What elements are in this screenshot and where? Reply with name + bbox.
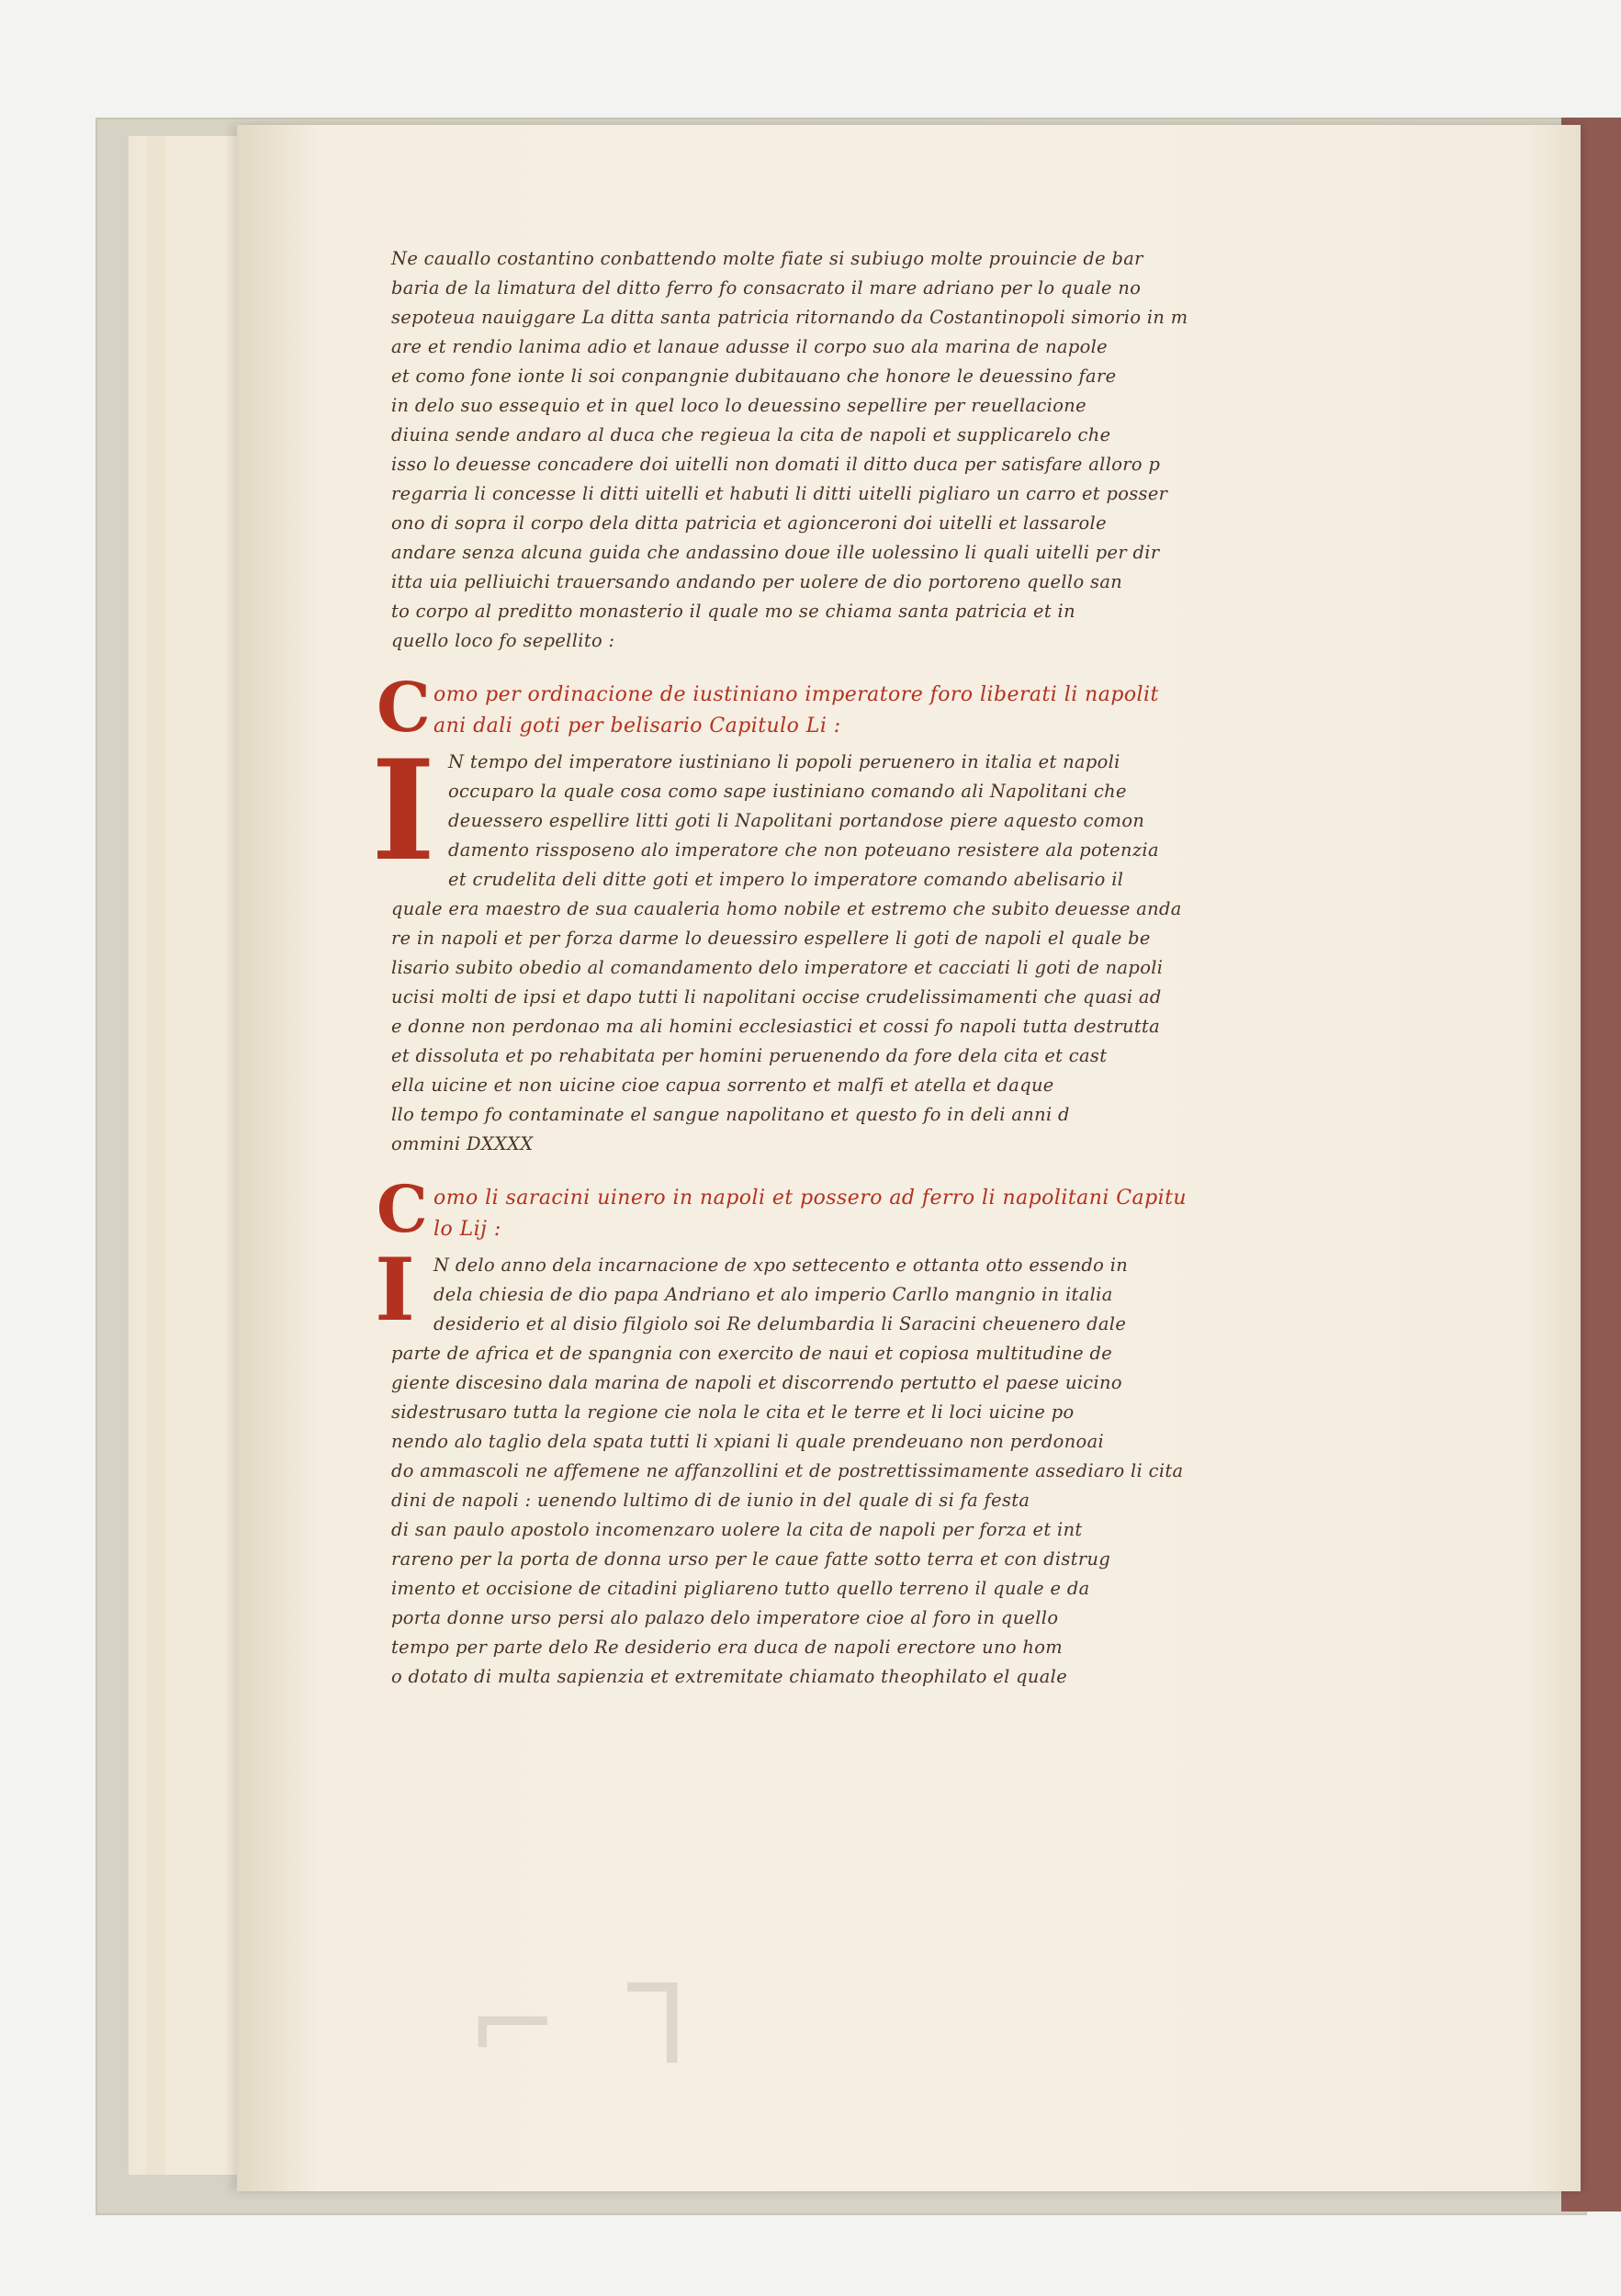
- text-line: lisario subito obedio al comandamento delo imperatore et cacciati li goti de napoli: [391, 957, 1164, 978]
- text-line: ella uicine et non uicine cioe capua sorrento et malfi et atella et daque: [391, 1075, 1054, 1096]
- text-line: quale era maestro de sua caualeria homo nobile et estremo che subito deuesse anda: [391, 898, 1182, 919]
- text-line: rareno per la porta de donna urso per le caue fatte sotto terra et con distrug: [391, 1548, 1111, 1570]
- rubric-line: omo per ordinacione de iustiniano imperatore foro liberati li napolit: [433, 683, 1159, 706]
- rubric-line: lo Lij :: [433, 1218, 501, 1241]
- manuscript-page: [237, 125, 1581, 2191]
- text-line: Ne cauallo costantino conbattendo molte fiate si subiugo molte prouincie de bar: [391, 248, 1143, 269]
- text-line: in delo suo essequio et in quel loco lo deuessino sepellire per reuellacione: [391, 395, 1086, 416]
- text-line: N tempo del imperatore iustiniano li popoli peruenero in italia et napoli: [448, 751, 1120, 772]
- text-line: do ammascoli ne affemene ne affanzollini et de postrettissimamente assediaro li cita: [391, 1460, 1184, 1481]
- text-line: isso lo deuesse concadere doi uitelli non domati il ditto duca per satisfare alloro p: [391, 454, 1161, 475]
- text-line: et como fone ionte li soi conpangnie dubitauano che honore le deuessino fare: [391, 366, 1117, 387]
- text-line: di san paulo apostolo incomenzaro uolere la cita de napoli per forza et int: [391, 1519, 1083, 1540]
- text-line: dela chiesia de dio papa Andriano et alo imperio Carllo mangnio in italia: [433, 1284, 1113, 1305]
- rubric-line: ani dali goti per belisario Capitulo Li :: [433, 715, 841, 737]
- text-line: diuina sende andaro al duca che regieua la cita de napoli et supplicarelo che: [391, 424, 1111, 445]
- text-line: andare senza alcuna guida che andassino doue ille uolessino li quali uitelli per dir: [391, 542, 1160, 563]
- text-line: porta donne urso persi alo palazo delo imperatore cioe al foro in quello: [391, 1607, 1059, 1628]
- manuscript-text: [371, 244, 1411, 1692]
- text-line: e donne non perdonao ma ali homini ecclesiastici et cossi fo napoli tutta destrutta: [391, 1016, 1161, 1037]
- text-line: tempo per parte delo Re desiderio era duca de napoli erectore uno hom: [391, 1637, 1063, 1658]
- text-line: desiderio et al disio filgiolo soi Re delumbardia li Saracini cheuenero dale: [433, 1313, 1127, 1334]
- text-line: giente discesino dala marina de napoli et discorrendo pertutto el paese uicino: [391, 1372, 1122, 1393]
- section-3: [375, 1240, 1411, 1692]
- text-line: to corpo al preditto monasterio il quale mo se chiama santa patricia et in: [391, 601, 1075, 622]
- rubric-initial: C: [377, 1171, 428, 1247]
- text-line: quello loco fo sepellito :: [391, 630, 615, 651]
- text-line: sidestrusaro tutta la regione cie nola le cita et le terre et li loci uicine po: [391, 1401, 1075, 1423]
- text-line: nendo alo taglio dela spata tutti li xpiani li quale prendeuano non perdonoai: [391, 1431, 1105, 1452]
- text-line: parte de africa et de spangnia con exercito de naui et copiosa multitudine de: [391, 1343, 1113, 1364]
- text-line: ono di sopra il corpo dela ditta patricia et agionceroni doi uitelli et lassarole: [391, 512, 1107, 534]
- rubric-initial: C: [377, 669, 431, 748]
- rubric-line: omo li saracini uinero in napoli et possero ad ferro li napolitani Capitu: [433, 1187, 1188, 1210]
- text-line: imento et occisione de citadini pigliareno tutto quello terreno il quale e da: [391, 1578, 1090, 1599]
- bleed-through-marks: ⌐ ⅂: [467, 1962, 705, 2089]
- text-line: ucisi molti de ipsi et dapo tutti li napolitani occise crudelissimamenti che quasi ad: [391, 986, 1162, 1007]
- decorated-initial: I: [371, 730, 436, 892]
- text-line: regarria li concesse li ditti uitelli et habuti li ditti uitelli pigliaro un carro et posser: [391, 483, 1168, 504]
- text-line: itta uia pelliuichi trauersando andando per uolere de dio portoreno quello san: [391, 571, 1123, 592]
- chapter-heading-lij: [377, 1171, 1411, 1247]
- text-line: o dotato di multa sapienzia et extremitate chiamato theophilato el quale: [391, 1666, 1068, 1687]
- text-line: ommini DXXXX: [391, 1133, 534, 1154]
- decorated-initial: I: [375, 1240, 415, 1341]
- text-line: are et rendio lanima adio et lanaue adusse il corpo suo ala marina de napole: [391, 336, 1109, 357]
- text-line: dini de napoli : uenendo lultimo di de iunio in del quale di si fa festa: [391, 1490, 1030, 1511]
- chapter-heading-li: [377, 669, 1411, 748]
- text-line: re in napoli et per forza darme lo deuessiro espellere li goti de napoli el quale be: [391, 928, 1151, 949]
- text-line: baria de la limatura del ditto ferro fo consacrato il mare adriano per lo quale no: [391, 277, 1142, 298]
- text-line: et dissoluta et po rehabitata per homini peruenendo da fore dela cita et cast: [391, 1045, 1108, 1066]
- text-line: damento rissposeno alo imperatore che non poteuano resistere ala potenzia: [448, 839, 1159, 861]
- text-line: sepoteua nauiggare La ditta santa patricia ritornando da Costantinopoli simorio in m: [391, 307, 1188, 328]
- text-line: N delo anno dela incarnacione de xpo settecento e ottanta otto essendo in: [433, 1255, 1129, 1276]
- text-line: occuparo la quale cosa como sape iustiniano comando ali Napolitani che: [448, 781, 1127, 802]
- text-line: deuessero espellire litti goti li Napolitani portandose piere aquesto comon: [448, 810, 1145, 831]
- text-line: llo tempo fo contaminate el sangue napolitano et questo fo in deli anni d: [391, 1104, 1070, 1125]
- section-2: [371, 730, 1411, 1159]
- text-line: et crudelita deli ditte goti et impero lo imperatore comando abelisario il: [448, 869, 1124, 890]
- section-1: [391, 244, 1411, 656]
